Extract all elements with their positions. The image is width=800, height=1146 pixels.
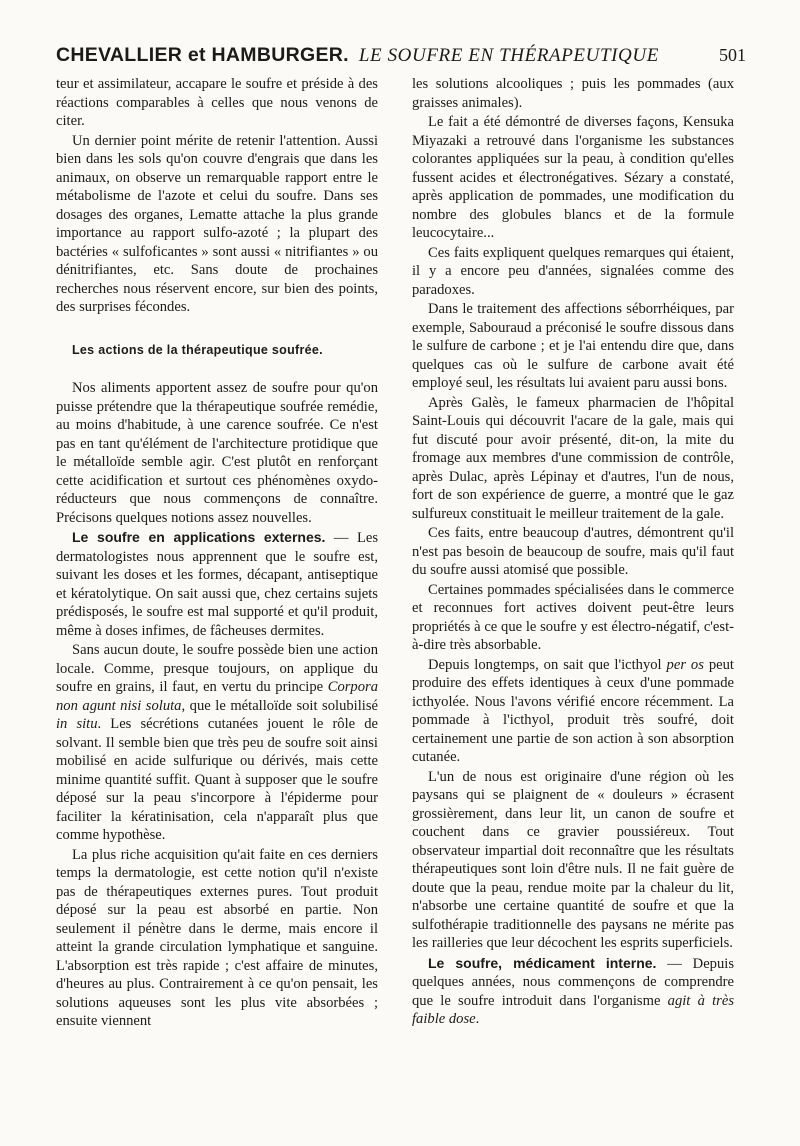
running-header (56, 44, 746, 78)
paragraph (56, 641, 378, 845)
latin-phrase: in situ (56, 716, 98, 732)
paragraph: La plus riche acquisition qu'ait faite en ces derniers temps la dermatologie, est cette notion qu'il n'existe pas de thérapeutiques externes pures. Tout produit déposé sur la peau est absorbé en partie. Non seulement il pénètre dans le derme, mais encore il atteint la grande circulation lymphatique et sanguine. L'absorption est très rapide ; c'est affaire de minutes, d'heures au plus. Contrairement à ce qu'on pensait, les solutions aqueuses sont les plus vite absorbées ; ensuite viennent (56, 846, 378, 1029)
paragraph-text: , que le métalloïde soit solubilisé (181, 697, 378, 714)
paragraph: Ces faits expliquent quelques remarques qui étaient, il y a encore peu d'années, signalées comme des paradoxes. (412, 244, 734, 298)
paragraph: L'un de nous est originaire d'une région où les paysans qui se plaignent de « douleurs » écrasent grossièrement, dans leur lit, un canon de soufre et couchent dans ce gravier poussiéreux. Tout observateur impartial doit reconnaître que les résultats thérapeutiques sont loin d'être nuls. Il ne fait guère de doute que la peau, rendue moite par la chaleur du lit, n'absorbe une certaine quantité de soufre et que la sulfothérapie traditionnelle des paysans ne mérite pas les railleries que leur décochent les esprits superficiels. (412, 768, 734, 951)
header-title: LE SOUFRE EN THÉRAPEUTIQUE (358, 45, 659, 66)
paragraph-text: Sans aucun doute, le soufre possède bien une action locale. Comme, presque toujours, on applique du soufre en grains, il faut, en vertu du principe (56, 642, 378, 695)
paragraph-text: . (475, 1011, 480, 1027)
dash: — (325, 530, 357, 546)
paragraph: Un dernier point mérite de retenir l'attention. Aussi bien dans les sols qu'on couvre d'engrais que dans les animaux, on observe un remarquable rapport entre le métabolisme de l'azote et celui du soufre. Dans ses dosages des organes, Lematte attache la plus grande importance au rapport sulfo-azoté ; la plupart des bactéries « sulfoficantes » sont aussi « nitrifiantes » ou dénitrifiantes, etc. Sans doute de prochaines recherches nous réservent encore, sur bien des points, des surprises fécondes. (56, 132, 378, 315)
subsection-heading: Le soufre, médicament interne. (428, 954, 657, 971)
paragraph: teur et assimilateur, accapare le soufre et préside à des réactions comparables à celles que nous venons de citer. (56, 76, 378, 129)
paragraph-text: Depuis quelques années, nous commençons de comprendre que le soufre introduit dans l'organisme (412, 955, 735, 1009)
paragraph: Certaines pommades spécialisées dans le commerce et reconnues fort actives doivent peut-être leurs propriétés à ce que le soufre y est électro-négatif, c'est-à-dire très absorbable. (412, 581, 734, 653)
paragraph (56, 528, 378, 640)
subsection-heading: Le soufre en applications externes. (72, 529, 326, 545)
right-column (412, 75, 734, 1029)
latin-phrase: agit à très faible dose (412, 992, 734, 1027)
paragraph-text: . Les sécrétions cutanées jouent le rôle de solvant. Il semble bien que très peu de soufre soit ainsi mobilisé en acide sulfurique ou dérivés, mais cette minime quantité suffit. Quant à supposer que le soufre déposé sur la peau s'incorpore à l'épiderme pour faciliter la kératinisation, cela n'apparaît plus que comme hypothèse. (56, 716, 378, 843)
latin-phrase: Corpora non agunt nisi soluta (56, 679, 378, 714)
paragraph (412, 954, 734, 1029)
section-heading: Les actions de la thérapeutique soufrée. (72, 342, 323, 357)
header-authors: CHEVALLIER et HAMBURGER. (56, 44, 349, 66)
paragraph-text: Les dermatologistes nous apprennent que le soufre est, suivant les doses et les formes, décapant, antiseptique et kératolytique. On sait aussi que, chez certains sujets prédisposés, le soufre est mal supporté et qu'il produit, même à doses infimes, de fâcheuses dermites. (56, 530, 379, 639)
page-number: 501 (719, 45, 746, 65)
paragraph: les solutions alcooliques ; puis les pommades (aux graisses animales). (412, 76, 734, 111)
paragraph: Dans le traitement des affections séborrhéiques, par exemple, Sabouraud a préconisé le soufre dissous dans le sulfure de carbone ; et je l'ai entendu dire que, dans quelques cas où le sulfure de carbone avait été employé seul, les résultats lui avaient paru aussi bons. (412, 301, 734, 391)
dash: — (656, 955, 693, 972)
paragraph: Le fait a été démontré de diverses façons, Kensuka Miyazaki a retrouvé dans l'organisme les substances colorantes appliquées sur la peau, à condition qu'elles fussent acides et électronégatives. Sézary a constaté, après application de pommades, une modification du nombre des globules blancs et de la formule leucocytaire... (412, 114, 734, 241)
paragraph-text: peut produire des effets identiques à ceux d'une pommade icthyolée. Nous l'avons vérifié encore récemment. La pommade à l'icthyol, produit très soufré, doit certainement une partie de son action à son absorption cutanée. (412, 656, 734, 765)
paragraph: Après Galès, le fameux pharmacien de l'hôpital Saint-Louis qui découvrit l'acare de la gale, mais qui fut discuté pour avoir présenté, dit-on, la mite du fromage aux membres d'une commission de contrôle, après Dulac, après Lépinay et d'autres, l'un de nous, fort de son expérience de guerre, a montré que le gaz sulfureux constituait le meilleur traitement de la gale. (412, 394, 734, 522)
latin-phrase: per os (666, 656, 704, 673)
paragraph (412, 656, 734, 767)
paragraph-text: Depuis longtemps, on sait que l'icthyol (428, 656, 667, 673)
left-column (56, 75, 378, 1031)
paragraph: Nos aliments apportent assez de soufre pour qu'on puisse prétendre que la thérapeutique soufrée remédie, au moins d'habitude, à une carence soufrée. Ce n'est pas en tant qu'élément de l'architecture protidique que le métalloïde semble agir. C'est plutôt en renforçant cette acidification et surtout ces phénomènes oxydoréducteurs que nous commençons de connaître. Précisons quelques notions assez nouvelles. (56, 380, 378, 526)
paragraph: Ces faits, entre beaucoup d'autres, démontrent qu'il n'est pas besoin de beaucoup de soufre, mais qu'il faut du soufre aussi atomisé que possible. (412, 525, 734, 578)
